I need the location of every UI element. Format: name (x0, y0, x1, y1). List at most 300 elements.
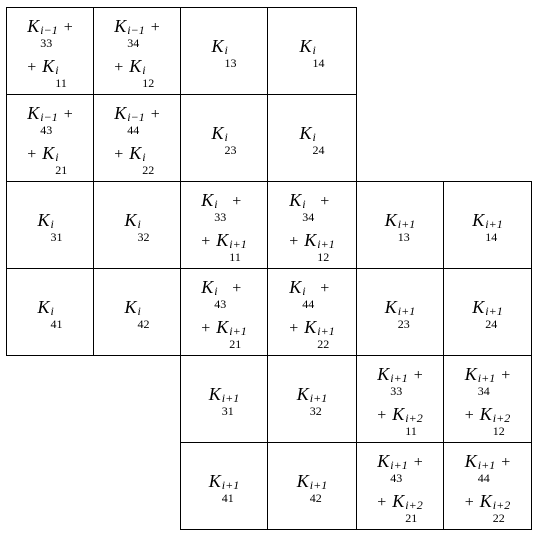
matrix-cell (180, 355, 268, 443)
expression-line (211, 35, 237, 70)
term-superscript: i (55, 149, 59, 164)
term-subscript: 43 (40, 122, 53, 137)
plus-sign: + (114, 145, 124, 163)
term-base: K (201, 189, 214, 210)
matrix-term (129, 142, 155, 177)
term-indices (229, 323, 247, 351)
matrix-cell (93, 181, 181, 269)
expression-line (384, 209, 416, 244)
term-superscript: i+1 (229, 323, 247, 338)
term-subscript: 24 (312, 142, 325, 157)
term-subscript: 14 (312, 55, 325, 70)
cell-expression (377, 363, 423, 438)
expression-line (377, 490, 423, 525)
term-superscript: i−1 (40, 109, 58, 124)
expression-line (464, 363, 511, 398)
cell-expression (377, 450, 423, 525)
matrix-term (289, 276, 315, 311)
matrix-cell (356, 355, 444, 443)
term-indices (397, 216, 416, 244)
cell-expression (299, 122, 325, 157)
matrix-term (392, 490, 423, 525)
term-indices (397, 303, 416, 331)
matrix-term (201, 276, 227, 311)
cell-expression (27, 15, 73, 90)
term-superscript: i (137, 303, 141, 318)
term-base: K (384, 209, 397, 230)
term-base: K (377, 450, 390, 471)
plus-sign: + (501, 366, 511, 384)
term-base: K (211, 35, 224, 56)
matrix-term (37, 209, 63, 244)
matrix-term (114, 15, 145, 50)
matrix-cell (6, 7, 94, 95)
plus-sign: + (464, 406, 474, 424)
matrix-term (299, 122, 325, 157)
term-subscript: 11 (55, 75, 67, 90)
matrix-term (289, 189, 315, 224)
plus-sign: + (320, 192, 330, 210)
term-subscript: 44 (477, 470, 490, 485)
term-superscript: i (312, 129, 316, 144)
term-indices (50, 303, 63, 331)
term-base: K (37, 296, 50, 317)
matrix-term (464, 450, 496, 485)
plus-sign: + (201, 232, 211, 250)
term-indices (221, 477, 240, 505)
term-subscript: 11 (405, 423, 417, 438)
cell-expression (208, 470, 240, 505)
matrix-cell (356, 442, 444, 530)
term-base: K (472, 209, 485, 230)
matrix-term (296, 470, 328, 505)
matrix-term (384, 296, 416, 331)
plus-sign: + (232, 279, 242, 297)
expression-line (464, 450, 511, 485)
matrix-term (377, 450, 408, 485)
term-indices (40, 109, 58, 137)
cell-expression (201, 189, 247, 264)
term-base: K (464, 363, 477, 384)
term-superscript: i (50, 216, 54, 231)
term-subscript: 33 (214, 209, 227, 224)
cell-expression (27, 102, 73, 177)
term-indices (214, 196, 227, 224)
term-base: K (464, 450, 477, 471)
term-subscript: 43 (214, 296, 227, 311)
matrix-term (216, 229, 247, 264)
term-indices (127, 109, 145, 137)
cell-expression (114, 15, 160, 90)
term-indices (221, 390, 240, 418)
term-indices (40, 22, 58, 50)
expression-line (27, 55, 72, 90)
term-subscript: 43 (390, 470, 403, 485)
cell-expression (37, 209, 63, 244)
expression-line (377, 363, 423, 398)
plus-sign: + (320, 279, 330, 297)
term-subscript: 41 (50, 316, 63, 331)
term-indices (492, 410, 511, 438)
matrix-term (377, 363, 408, 398)
term-indices (302, 283, 315, 311)
term-indices (312, 129, 325, 157)
expression-line (114, 142, 159, 177)
term-indices (229, 236, 247, 264)
plus-sign: + (201, 319, 211, 337)
term-indices (127, 22, 145, 50)
term-superscript: i (214, 196, 218, 211)
term-subscript: 23 (224, 142, 237, 157)
matrix-cell (93, 7, 181, 95)
cell-expression (124, 296, 150, 331)
term-subscript: 34 (302, 209, 315, 224)
matrix-term (304, 229, 335, 264)
cell-expression (211, 35, 237, 70)
term-base: K (114, 102, 127, 123)
plus-sign: + (413, 453, 423, 471)
plus-sign: + (289, 232, 299, 250)
term-indices (309, 477, 328, 505)
cell-expression (464, 450, 511, 525)
term-superscript: i+1 (229, 236, 247, 251)
plus-sign: + (501, 453, 511, 471)
expression-line (289, 189, 334, 224)
expression-line (377, 450, 423, 485)
term-base: K (114, 15, 127, 36)
term-base: K (216, 229, 229, 250)
expression-line (201, 189, 246, 224)
matrix-cell (267, 355, 357, 443)
term-indices (405, 497, 423, 525)
matrix-cell (356, 268, 444, 356)
term-superscript: i+1 (397, 303, 416, 318)
expression-line (384, 296, 416, 331)
expression-line (208, 470, 240, 505)
term-base: K (216, 316, 229, 337)
term-superscript: i+1 (317, 323, 335, 338)
term-indices (214, 283, 227, 311)
term-superscript: i+1 (390, 370, 408, 385)
term-superscript: i (50, 303, 54, 318)
term-base: K (299, 35, 312, 56)
term-subscript: 23 (397, 316, 410, 331)
term-indices (142, 62, 155, 90)
term-base: K (208, 383, 221, 404)
term-subscript: 22 (492, 510, 505, 525)
term-superscript: i+1 (221, 390, 240, 405)
term-base: K (296, 383, 309, 404)
term-subscript: 22 (317, 336, 330, 351)
term-superscript: i+2 (492, 497, 511, 512)
matrix-term (216, 316, 247, 351)
term-indices (142, 149, 155, 177)
cell-expression (208, 383, 240, 418)
matrix-cell (180, 181, 268, 269)
matrix-term (472, 296, 503, 331)
cell-expression (472, 209, 503, 244)
term-base: K (304, 229, 317, 250)
term-indices (485, 303, 503, 331)
matrix-cell (180, 442, 268, 530)
plus-sign: + (63, 105, 73, 123)
expression-line (211, 122, 237, 157)
matrix-cell (180, 268, 268, 356)
expression-line (37, 209, 63, 244)
term-superscript: i+2 (492, 410, 511, 425)
term-superscript: i (137, 216, 141, 231)
matrix-cell (443, 442, 532, 530)
term-superscript: i+1 (477, 457, 496, 472)
matrix-cell (267, 181, 357, 269)
plus-sign: + (114, 58, 124, 76)
term-indices (390, 370, 408, 398)
matrix-term (37, 296, 63, 331)
expression-line (124, 209, 150, 244)
matrix-cell (443, 181, 532, 269)
term-superscript: i+1 (309, 477, 328, 492)
matrix-cell (6, 181, 94, 269)
plus-sign: + (464, 493, 474, 511)
plus-sign: + (413, 366, 423, 384)
matrix-cell (267, 7, 357, 95)
cell-expression (37, 296, 63, 331)
term-superscript: i (55, 62, 59, 77)
matrix-term (201, 189, 227, 224)
term-indices (50, 216, 63, 244)
term-subscript: 13 (397, 229, 410, 244)
term-subscript: 33 (390, 383, 403, 398)
cell-expression (114, 102, 160, 177)
matrix-term (208, 470, 240, 505)
cell-expression (201, 276, 247, 351)
term-base: K (37, 209, 50, 230)
term-subscript: 11 (229, 249, 241, 264)
term-subscript: 12 (142, 75, 155, 90)
term-superscript: i+1 (221, 477, 240, 492)
expression-line (377, 403, 423, 438)
term-superscript: i (224, 129, 228, 144)
expression-line (299, 122, 325, 157)
matrix-term (211, 35, 237, 70)
term-superscript: i+1 (317, 236, 335, 251)
term-base: K (42, 142, 55, 163)
term-subscript: 22 (142, 162, 155, 177)
matrix-term (129, 55, 155, 90)
expression-line (201, 316, 247, 351)
term-base: K (472, 296, 485, 317)
expression-line (296, 383, 328, 418)
term-subscript: 21 (55, 162, 68, 177)
term-superscript: i+1 (485, 303, 503, 318)
cell-expression (296, 383, 328, 418)
plus-sign: + (289, 319, 299, 337)
expression-line (27, 142, 72, 177)
term-superscript: i+1 (485, 216, 503, 231)
term-base: K (27, 15, 40, 36)
plus-sign: + (150, 105, 160, 123)
term-indices (485, 216, 503, 244)
term-base: K (124, 209, 137, 230)
expression-line (201, 276, 246, 311)
expression-line (289, 276, 334, 311)
term-superscript: i−1 (40, 22, 58, 37)
term-subscript: 42 (137, 316, 150, 331)
term-indices (477, 457, 496, 485)
expression-line (124, 296, 150, 331)
matrix-term (479, 403, 511, 438)
matrix-cell (6, 268, 94, 356)
term-superscript: i (142, 149, 146, 164)
matrix-term (464, 363, 496, 398)
term-subscript: 13 (224, 55, 237, 70)
term-subscript: 14 (485, 229, 498, 244)
matrix-term (27, 102, 58, 137)
term-indices (302, 196, 315, 224)
expression-line (296, 470, 328, 505)
plus-sign: + (63, 18, 73, 36)
term-indices (224, 42, 237, 70)
term-superscript: i (302, 196, 306, 211)
term-indices (137, 303, 150, 331)
term-base: K (384, 296, 397, 317)
term-base: K (201, 276, 214, 297)
matrix-cell (6, 94, 94, 182)
term-subscript: 34 (127, 35, 140, 50)
cell-expression (299, 35, 325, 70)
matrix-cell (267, 442, 357, 530)
matrix-term (392, 403, 423, 438)
matrix-cell (443, 355, 532, 443)
matrix-cell (180, 7, 268, 95)
plus-sign: + (150, 18, 160, 36)
term-indices (224, 129, 237, 157)
expression-line (27, 102, 73, 137)
matrix-term (42, 55, 67, 90)
term-subscript: 21 (229, 336, 242, 351)
term-superscript: i+2 (405, 497, 423, 512)
term-indices (477, 370, 496, 398)
cell-expression (289, 189, 335, 264)
term-superscript: i (312, 42, 316, 57)
matrix-term (211, 122, 237, 157)
cell-expression (211, 122, 237, 157)
term-subscript: 44 (302, 296, 315, 311)
matrix-cell (93, 268, 181, 356)
term-base: K (304, 316, 317, 337)
matrix-term (304, 316, 335, 351)
expression-line (114, 55, 159, 90)
term-base: K (392, 490, 405, 511)
matrix-cell (93, 94, 181, 182)
cell-expression (464, 363, 511, 438)
term-indices (492, 497, 511, 525)
term-base: K (289, 189, 302, 210)
expression-line (464, 490, 511, 525)
term-subscript: 34 (477, 383, 490, 398)
term-base: K (299, 122, 312, 143)
matrix-cell (356, 181, 444, 269)
term-subscript: 31 (50, 229, 63, 244)
cell-expression (384, 209, 416, 244)
matrix-term (208, 383, 240, 418)
matrix-term (384, 209, 416, 244)
matrix-cell (267, 94, 357, 182)
term-subscript: 44 (127, 122, 140, 137)
term-superscript: i+1 (309, 390, 328, 405)
matrix-cell (267, 268, 357, 356)
term-base: K (129, 55, 142, 76)
plus-sign: + (27, 145, 37, 163)
matrix-cell (443, 268, 532, 356)
term-base: K (129, 142, 142, 163)
matrix-term (124, 209, 150, 244)
term-indices (55, 149, 68, 177)
term-superscript: i+1 (397, 216, 416, 231)
expression-line (114, 102, 160, 137)
term-base: K (377, 363, 390, 384)
cell-expression (384, 296, 416, 331)
matrix-term (42, 142, 68, 177)
term-base: K (27, 102, 40, 123)
term-base: K (289, 276, 302, 297)
term-indices (309, 390, 328, 418)
term-subscript: 33 (40, 35, 53, 50)
term-superscript: i+2 (405, 410, 423, 425)
term-subscript: 21 (405, 510, 418, 525)
term-base: K (211, 122, 224, 143)
expression-line (27, 15, 73, 50)
term-superscript: i (142, 62, 146, 77)
term-base: K (42, 55, 55, 76)
expression-line (299, 35, 325, 70)
term-base: K (296, 470, 309, 491)
matrix-term (472, 209, 503, 244)
term-indices (312, 42, 325, 70)
matrix-term (124, 296, 150, 331)
expression-line (464, 403, 511, 438)
expression-line (208, 383, 240, 418)
term-indices (405, 410, 423, 438)
term-subscript: 32 (137, 229, 150, 244)
matrix-term (296, 383, 328, 418)
term-superscript: i (302, 283, 306, 298)
expression-line (37, 296, 63, 331)
expression-line (289, 229, 335, 264)
cell-expression (296, 470, 328, 505)
term-subscript: 32 (309, 403, 322, 418)
term-base: K (208, 470, 221, 491)
term-indices (317, 236, 335, 264)
term-indices (55, 62, 67, 90)
term-subscript: 12 (317, 249, 330, 264)
matrix-term (114, 102, 145, 137)
cell-expression (472, 296, 503, 331)
term-superscript: i−1 (127, 109, 145, 124)
term-indices (390, 457, 408, 485)
term-superscript: i+1 (477, 370, 496, 385)
cell-expression (124, 209, 150, 244)
expression-line (289, 316, 335, 351)
term-subscript: 12 (492, 423, 505, 438)
matrix-term (27, 15, 58, 50)
term-base: K (124, 296, 137, 317)
term-base: K (479, 403, 492, 424)
matrix-term (299, 35, 325, 70)
matrix-cell (180, 94, 268, 182)
expression-line (114, 15, 160, 50)
expression-line (472, 209, 503, 244)
